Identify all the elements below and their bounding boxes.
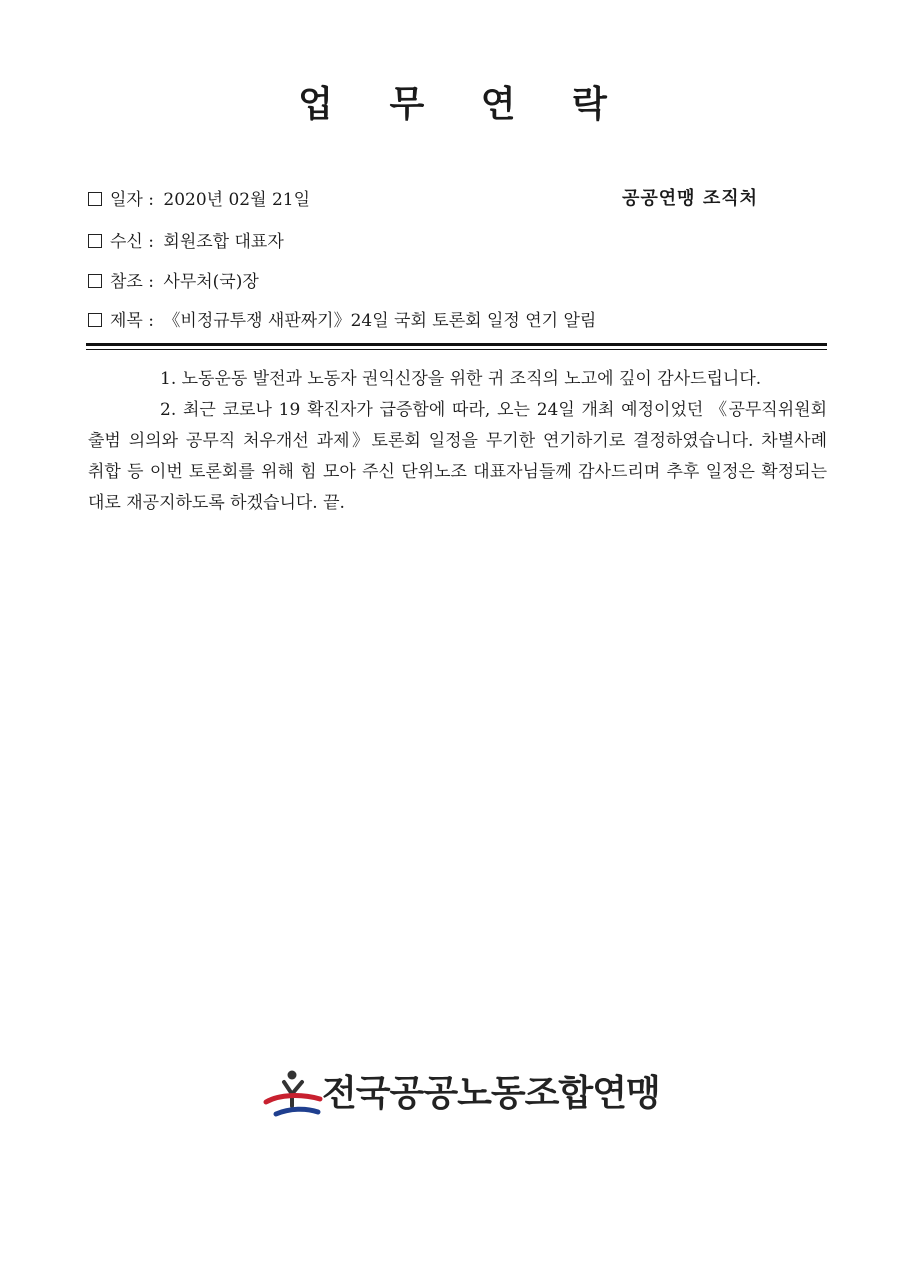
paragraph-1: 1. 노동운동 발전과 노동자 권익신장을 위한 귀 조직의 노고에 깊이 감사드립니다. bbox=[160, 369, 762, 389]
paragraph-2: 2. 최근 코로나 19 확진자가 급증함에 따라, 오는 24일 개최 예정이었던 《공무직위원회 출범 의의와 공무직 처우개선 과제》토론회 일정을 무기한 연기하기로 결정하였습니다. 차별사례 취합 등 이번 토론회를 위해 힘 모아 주신 단위노조 대표자님들께 감사드리며 추후 일정은 확정되는 대로 재공지하도록 하겠습니다. 끝. bbox=[88, 400, 827, 513]
date-label: 일자 : bbox=[110, 190, 154, 210]
sender: 공공연맹 조직처 bbox=[622, 188, 758, 209]
reference-value: 사무처(국)장 bbox=[163, 272, 259, 292]
date-row bbox=[88, 188, 310, 212]
union-logo bbox=[262, 1066, 660, 1122]
checkbox-icon bbox=[88, 274, 102, 288]
subject-value: 《비정규투쟁 새판짜기》24일 국회 토론회 일정 연기 알림 bbox=[163, 311, 597, 331]
document-title: 업 무 연 락 bbox=[298, 83, 629, 125]
subject-row bbox=[88, 309, 596, 333]
union-name: 전국공공노동조합연맹 bbox=[322, 1073, 660, 1114]
recipient-value: 회원조합 대표자 bbox=[163, 232, 284, 252]
date-value: 2020년 02월 21일 bbox=[163, 190, 310, 210]
subject-label: 제목 : bbox=[110, 311, 154, 331]
recipient-label: 수신 : bbox=[110, 232, 154, 252]
reference-label: 참조 : bbox=[110, 272, 154, 292]
recipient-row bbox=[88, 230, 284, 254]
checkbox-icon bbox=[88, 234, 102, 248]
header-divider-thick bbox=[86, 343, 827, 346]
union-emblem-icon bbox=[262, 1066, 324, 1122]
checkbox-icon bbox=[88, 192, 102, 206]
header-divider-thin bbox=[86, 349, 827, 350]
checkbox-icon bbox=[88, 313, 102, 327]
document-body bbox=[88, 364, 827, 519]
reference-row bbox=[88, 270, 259, 294]
